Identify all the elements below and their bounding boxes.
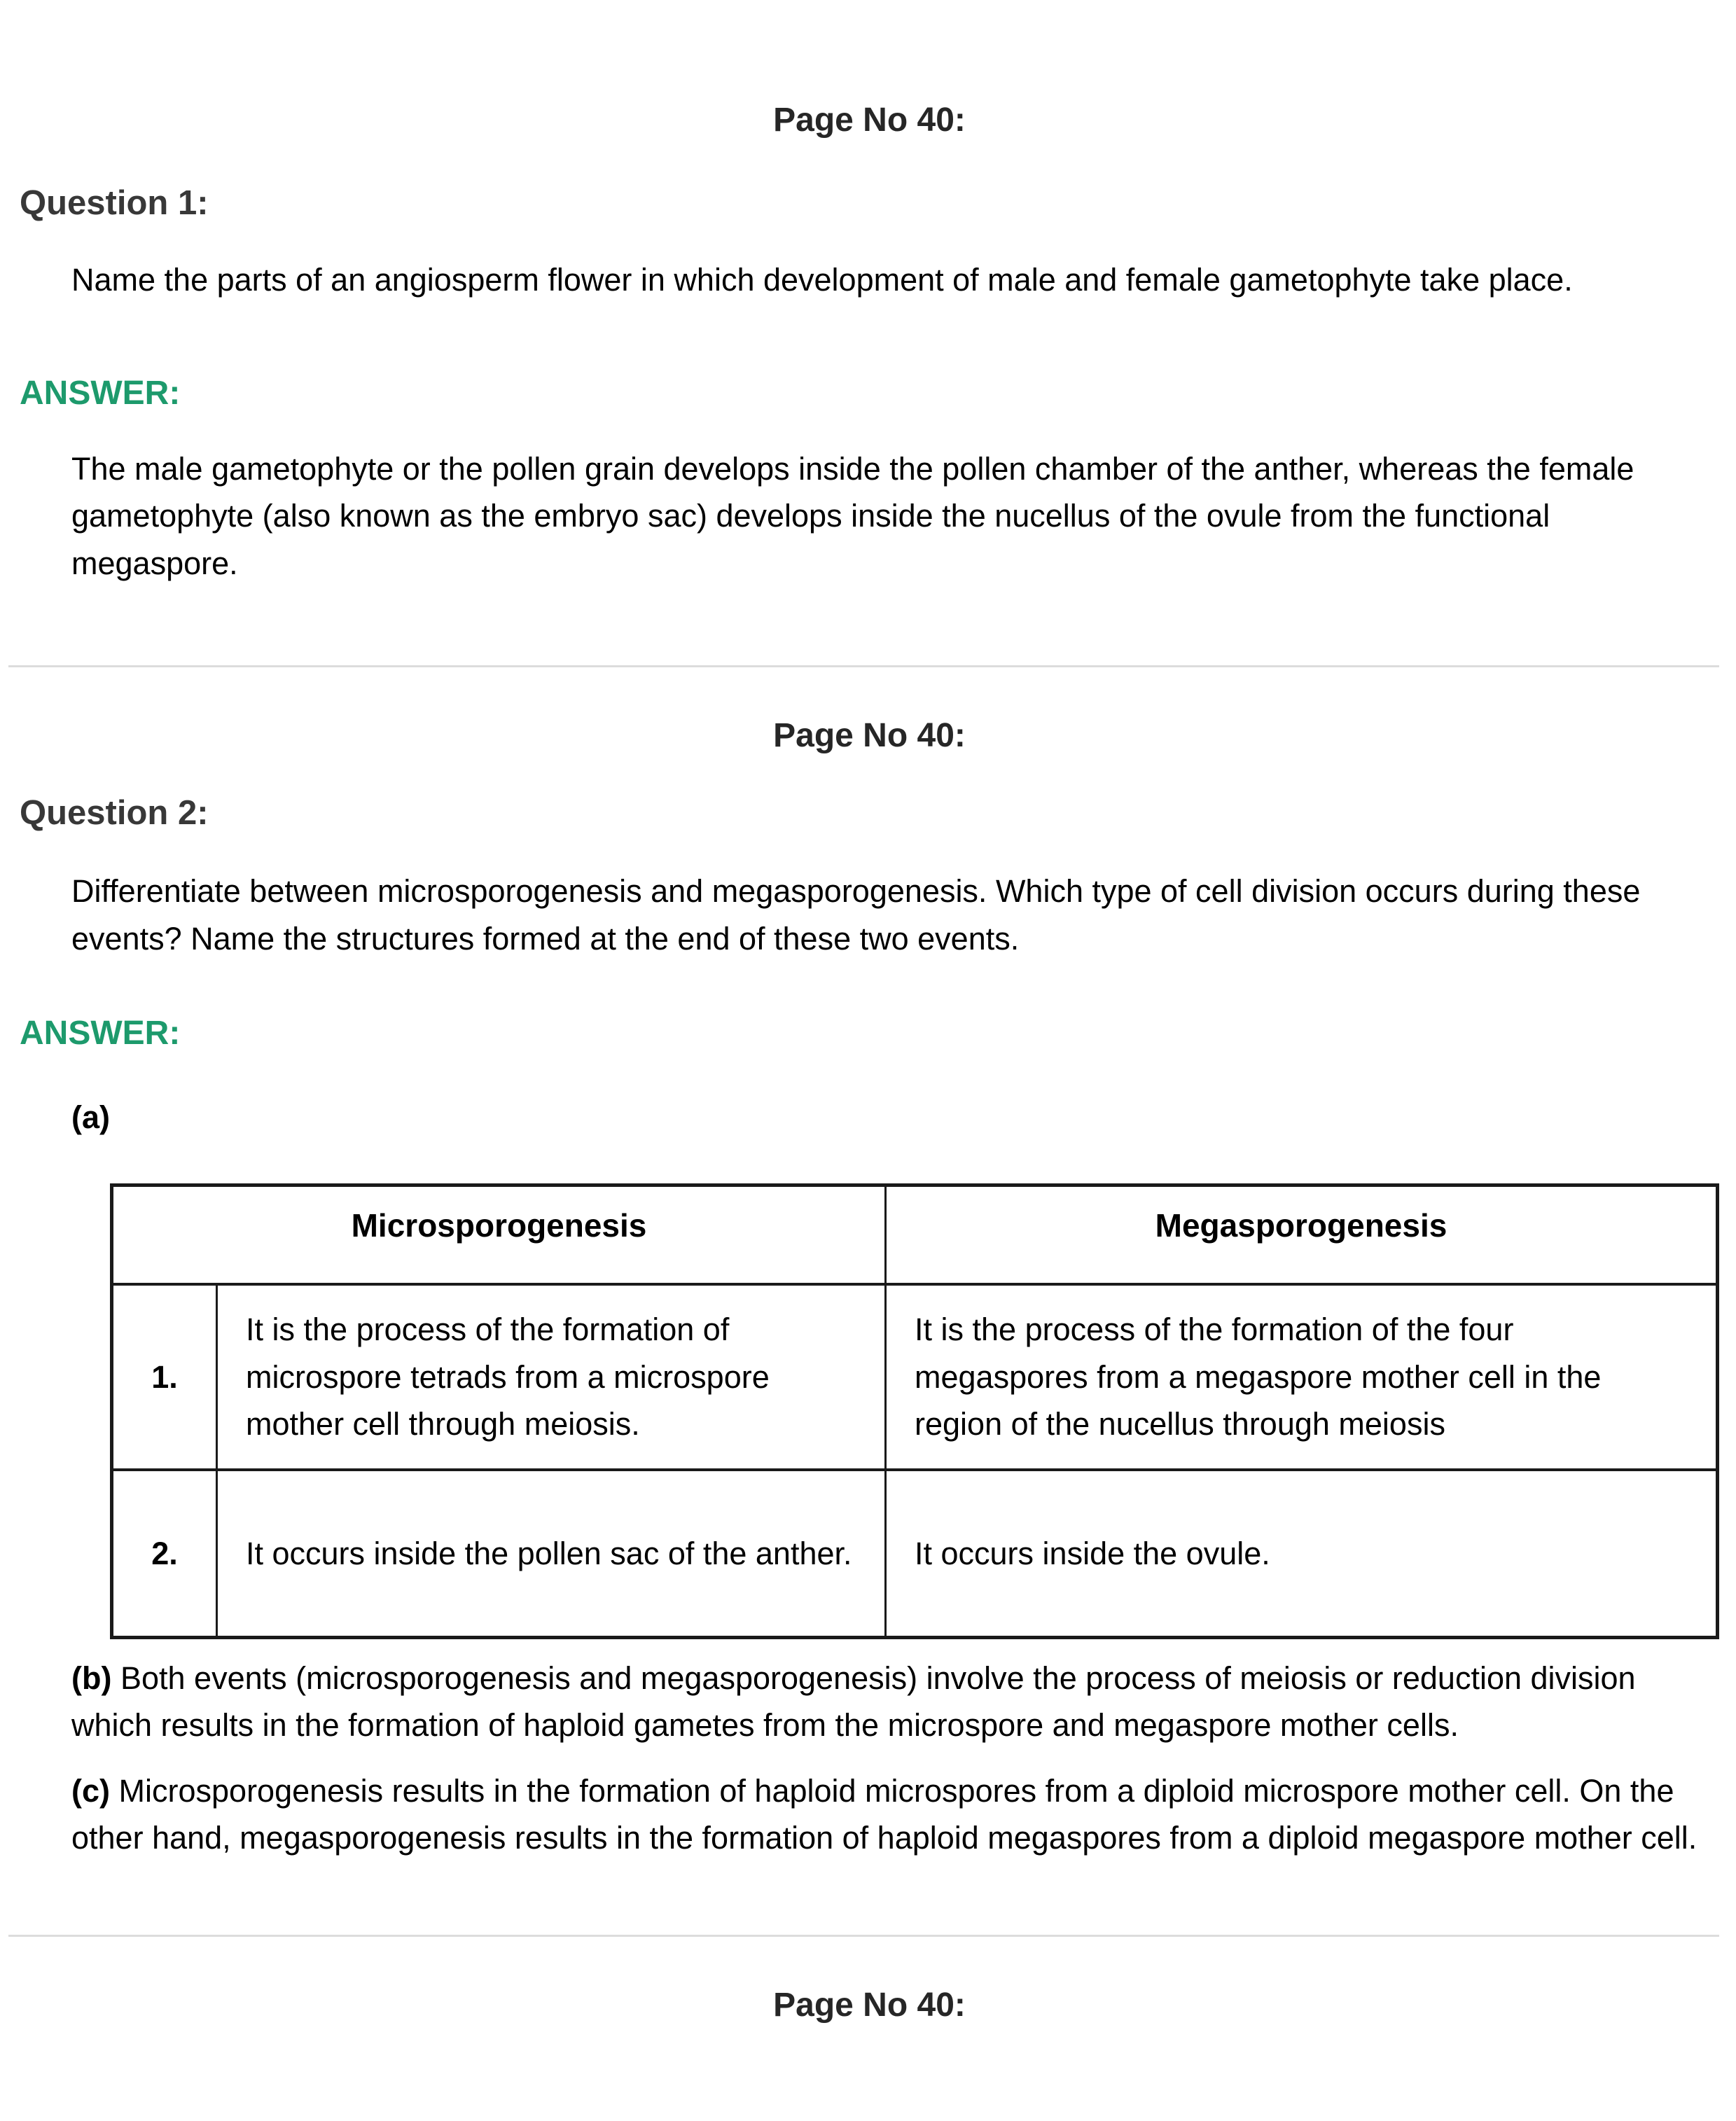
row-number: 2. xyxy=(112,1470,217,1637)
question-1-title: Question 1: xyxy=(20,184,209,222)
part-c-text: Microsporogenesis results in the formation of haploid microspores from a diploid microspore mother cell. On the other hand, megasporogenesis results in the formation of haploid megaspores from a diploid megaspore mother cell. xyxy=(71,1772,1697,1856)
table-header-microsporogenesis: Microsporogenesis xyxy=(112,1185,886,1284)
table-row xyxy=(112,1284,1718,1470)
part-a-label: (a) xyxy=(71,1099,110,1135)
question-2-title: Question 2: xyxy=(20,794,209,832)
megasporogenesis-cell: It occurs inside the ovule. xyxy=(886,1470,1718,1637)
section-divider-2 xyxy=(8,1935,1719,1937)
question-2-section xyxy=(20,788,1719,1862)
answer-1-label: ANSWER: xyxy=(20,374,181,412)
part-c-paragraph xyxy=(71,1767,1719,1862)
row-number: 1. xyxy=(112,1284,217,1470)
answer-2-label: ANSWER: xyxy=(20,1015,181,1052)
megasporogenesis-cell: It is the process of the formation of the four megaspores from a megaspore mother cell in the region of the nucellus through meiosis xyxy=(886,1284,1718,1470)
part-b-paragraph xyxy=(71,1655,1719,1749)
table-header-megasporogenesis: Megasporogenesis xyxy=(886,1185,1718,1284)
question-1-section xyxy=(20,178,1719,587)
question-2-text: Differentiate between microsporogenesis and megasporogenesis. Which type of cell division occurs during these events? Name the structures formed at the end of these two events. xyxy=(71,873,1641,957)
page-heading-1: Page No 40: xyxy=(773,102,966,139)
table-header-row xyxy=(112,1185,1718,1284)
page-heading-2: Page No 40: xyxy=(773,717,966,754)
part-c-label: (c) xyxy=(71,1772,110,1809)
microsporogenesis-cell: It is the process of the formation of microspore tetrads from a microspore mother cell through meiosis. xyxy=(217,1284,886,1470)
answer-1-text: The male gametophyte or the pollen grain develops inside the pollen chamber of the anther, whereas the female gametophyte (also known as the embryo sac) develops inside the nucellus of the ovule from the functional megaspore. xyxy=(71,450,1634,581)
page-heading-3: Page No 40: xyxy=(773,1986,966,2024)
question-1-text: Name the parts of an angiosperm flower in which development of male and female gametophyte take place. xyxy=(71,262,1573,298)
table-row xyxy=(112,1470,1718,1637)
part-b-text: Both events (microsporogenesis and megasporogenesis) involve the process of meiosis or reduction division which results in the formation of haploid gametes from the microspore and megaspore mother cells. xyxy=(71,1660,1636,1743)
microsporogenesis-cell: It occurs inside the pollen sac of the anther. xyxy=(217,1470,886,1637)
part-b-label: (b) xyxy=(71,1660,112,1696)
comparison-table xyxy=(110,1183,1719,1639)
section-divider-1 xyxy=(8,665,1719,667)
